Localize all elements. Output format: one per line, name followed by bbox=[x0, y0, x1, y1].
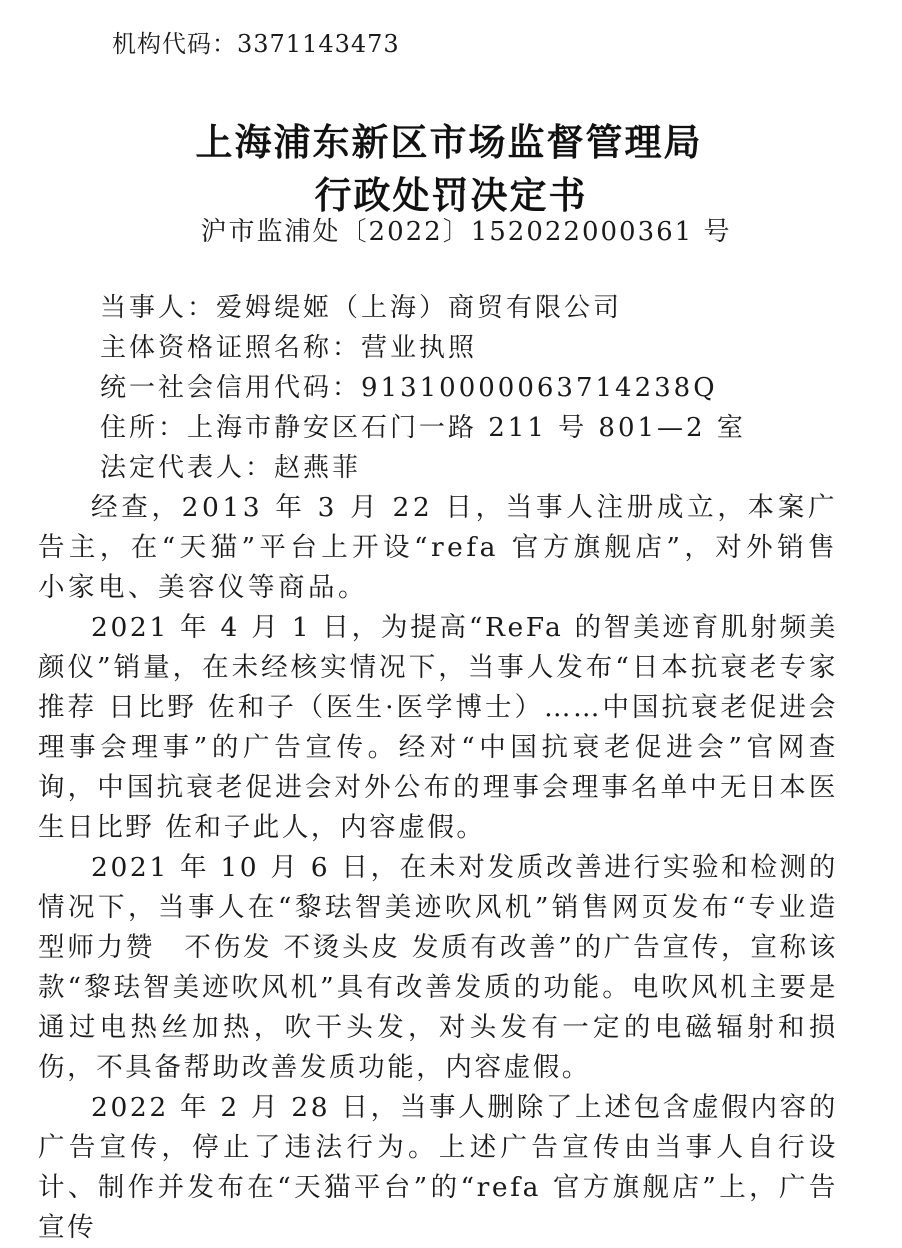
document-title-issuer: 上海浦东新区市场监督管理局 bbox=[195, 121, 703, 164]
paragraph-removal: 2022 年 2 月 28 日，当事人删除了上述包含虚假内容的广告宣传，停止了违法行为。上述广告宣传由当事人自行设计、制作并发布在“天猫平台”的“refa 官方旗舰店”上，广告宣传 bbox=[38, 1092, 838, 1243]
legal-representative: 法定代表人：赵燕菲 bbox=[100, 453, 362, 483]
org-code bbox=[112, 24, 400, 64]
document-body bbox=[38, 488, 838, 1248]
paragraph-hairdryer-ad: 2021 年 10 月 6 日，在未对发质改善进行实验和检测的情况下，当事人在“黎珐智美迹吹风机”销售网页发布“专业造型师力赞 不伤发 不烫头皮 发质有改善”的广告宣传，宣称该款“黎珐智美迹吹风机”具有改善发质的功能。电吹风机主要是通过电热丝加热，吹干头发，对头发有一定的电磁辐射和损伤，不具备帮助改善发质功能，内容虚假。 bbox=[38, 852, 838, 1083]
party-name: 当事人：爱姆缇姬（上海）商贸有限公司 bbox=[100, 293, 623, 323]
org-code-label: 机构代码： bbox=[112, 30, 237, 58]
party-info bbox=[100, 288, 746, 488]
paragraph-investigation: 经查，2013 年 3 月 22 日，当事人注册成立，本案广告主，在“天猫”平台上开设“refa 官方旗舰店”，对外销售小家电、美容仪等商品。 bbox=[38, 492, 838, 603]
credit-code: 统一社会信用代码：91310000063714238Q bbox=[100, 373, 718, 403]
org-code-value: 3371143473 bbox=[237, 30, 400, 58]
document-number: 沪市监浦处〔2022〕152022000361 号 bbox=[200, 217, 732, 247]
paragraph-refa-ad: 2021 年 4 月 1 日，为提高“ReFa 的智美迹育肌射频美颜仪”销量，在未经核实情况下，当事人发布“日本抗衰老专家推荐 日比野 佐和子（医生·医学博士）……中国抗衰老促进会理事会理事”的广告宣传。经对“中国抗衰老促进会”官网查询，中国抗衰老促进会对外公布的理事会理事名单中无日本医生日比野 佐和子此人，内容虚假。 bbox=[38, 612, 838, 843]
address: 住所：上海市静安区石门一路 211 号 801—2 室 bbox=[100, 413, 746, 443]
license-type: 主体资格证照名称：营业执照 bbox=[100, 333, 478, 363]
document-title-type: 行政处罚决定书 bbox=[314, 174, 588, 217]
